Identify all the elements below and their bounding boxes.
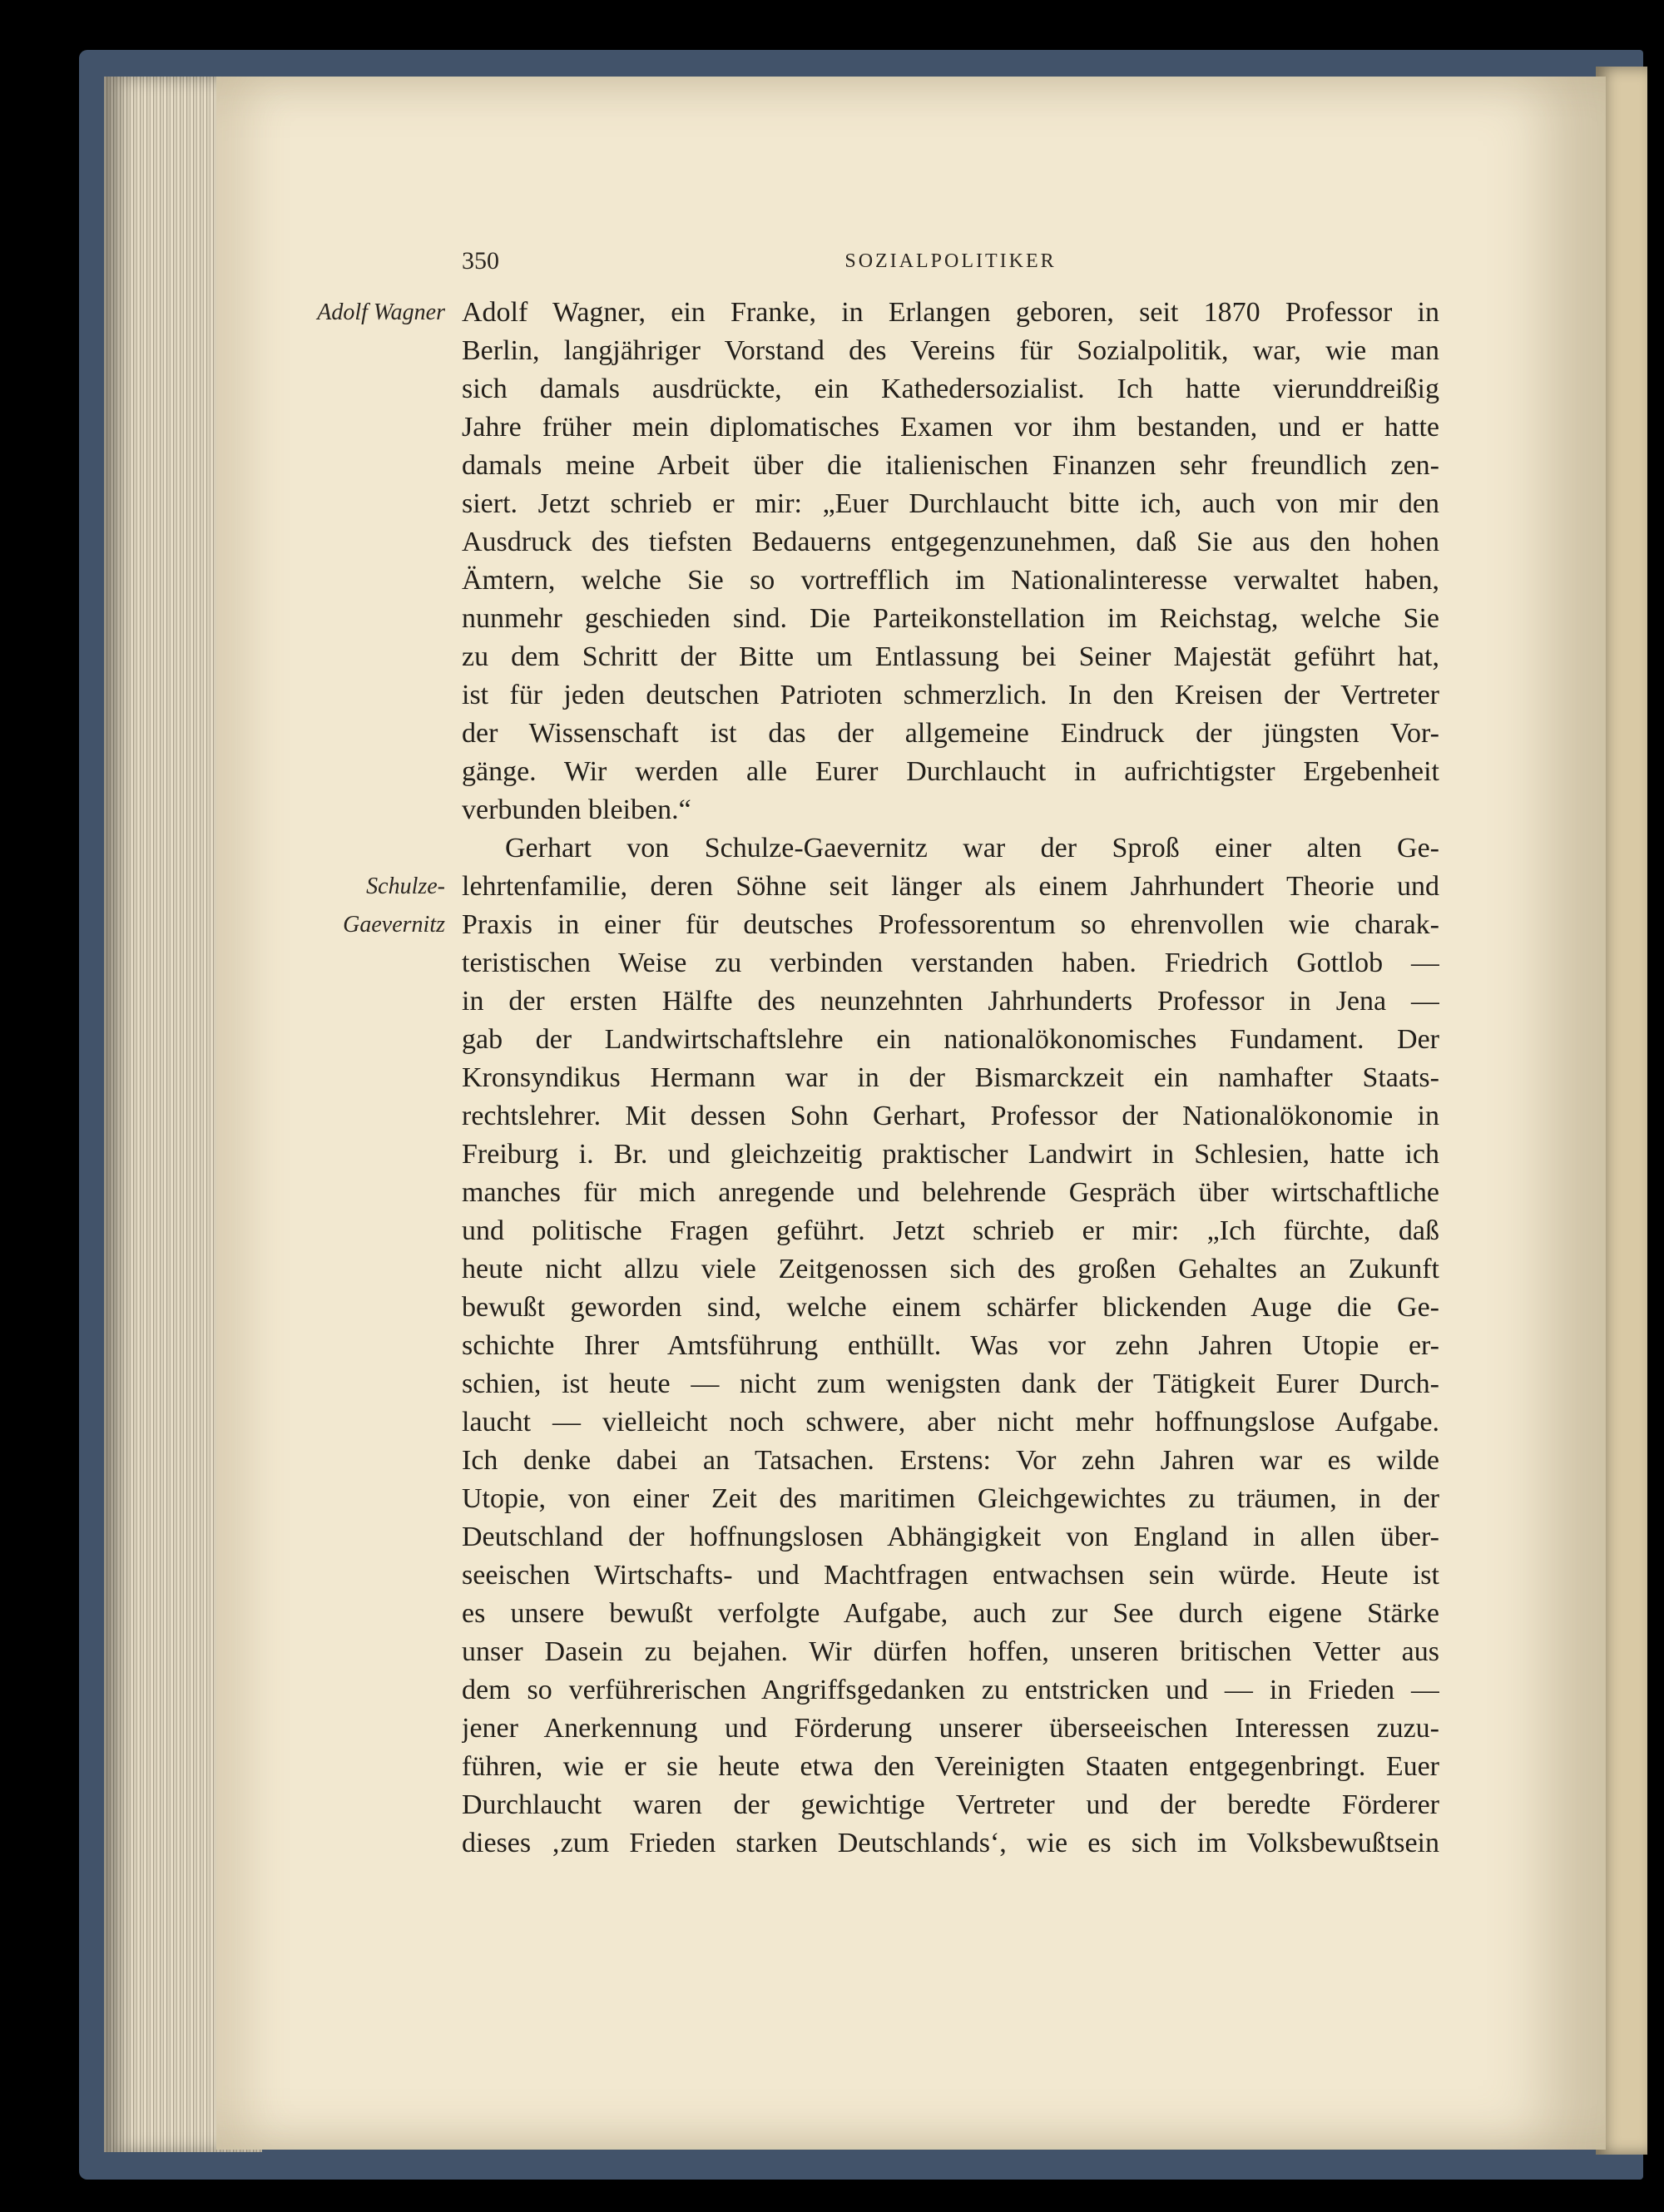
running-title: SOZIALPOLITIKER (844, 250, 1057, 272)
margin-note-wagner: Adolf Wagner (317, 299, 445, 325)
text-line: Freiburg i. Br. und gleichzeitig praktischer Landwirt in Schlesien, hatte ich (462, 1139, 1439, 1170)
text-line: gab der Landwirtschaftslehre ein nationalökonomisches Fundament. Der (462, 1024, 1439, 1055)
text-line: Deutschland der hoffnungslosen Abhängigkeit von England in allen über- (462, 1522, 1439, 1552)
text-line: schichte Ihrer Amtsführung enthüllt. Was vor zehn Jahren Utopie er- (462, 1330, 1439, 1361)
margin-note-schulze-2: Gaevernitz (343, 912, 445, 938)
text-line: sich damals ausdrückte, ein Kathedersozialist. Ich hatte vierunddreißig (462, 374, 1439, 404)
text-line: Kronsyndikus Hermann war in der Bismarckzeit ein namhafter Staats- (462, 1062, 1439, 1093)
text-line: Utopie, von einer Zeit des maritimen Gleichgewichtes zu träumen, in der (462, 1483, 1439, 1514)
text-line: in der ersten Hälfte des neunzehnten Jahrhunderts Professor in Jena — (462, 986, 1439, 1017)
text-line: dem so verführerischen Angriffsgedanken zu entstricken und — in Frieden — (462, 1675, 1439, 1705)
text-line: unser Dasein zu bejahen. Wir dürfen hoffen, unseren britischen Vetter aus (462, 1636, 1439, 1667)
text-line: Ich denke dabei an Tatsachen. Erstens: Vor zehn Jahren war es wilde (462, 1445, 1439, 1476)
text-line: es unsere bewußt verfolgte Aufgabe, auch zur See durch eigene Stärke (462, 1598, 1439, 1629)
text-line: laucht — vielleicht noch schwere, aber nicht mehr hoffnungslose Aufgabe. (462, 1407, 1439, 1438)
body-text (462, 294, 1439, 1863)
text-line: seeischen Wirtschafts- und Machtfragen entwachsen sein würde. Heute ist (462, 1560, 1439, 1591)
text-line: zu dem Schritt der Bitte um Entlassung bei Seiner Majestät geführt hat, (462, 641, 1439, 672)
text-line: teristischen Weise zu verbinden verstanden haben. Friedrich Gottlob — (462, 948, 1439, 978)
text-line: Adolf Wagner, ein Franke, in Erlangen geboren, seit 1870 Professor in (462, 297, 1439, 328)
text-line: dieses ‚zum Frieden starken Deutschlands‘, wie es sich im Volksbewußtsein (462, 1828, 1439, 1858)
text-line: gänge. Wir werden alle Eurer Durchlaucht in aufrichtigster Ergebenheit (462, 756, 1439, 787)
text-line: heute nicht allzu viele Zeitgenossen sich des großen Gehaltes an Zukunft (462, 1254, 1439, 1284)
text-line: Berlin, langjähriger Vorstand des Vereins für Sozialpolitik, war, wie man (462, 335, 1439, 366)
text-line: Ausdruck des tiefsten Bedauerns entgegenzunehmen, daß Sie aus den hohen (462, 527, 1439, 557)
text-line: Ämtern, welche Sie so vortrefflich im Nationalinteresse verwaltet haben, (462, 565, 1439, 596)
text-line: rechtslehrer. Mit dessen Sohn Gerhart, Professor der Nationalökonomie in (462, 1101, 1439, 1131)
margin-note-schulze-1: Schulze- (366, 873, 445, 899)
text-line: bewußt geworden sind, welche einem schärfer blickenden Auge die Ge- (462, 1292, 1439, 1323)
text-line: ist für jeden deutschen Patrioten schmerzlich. In den Kreisen der Vertreter (462, 680, 1439, 710)
text-line: Durchlaucht waren der gewichtige Vertreter und der beredte Förderer (462, 1789, 1439, 1820)
text-line: damals meine Arbeit über die italienischen Finanzen sehr freundlich zen- (462, 450, 1439, 481)
text-line: führen, wie er sie heute etwa den Vereinigten Staaten entgegenbringt. Euer (462, 1751, 1439, 1782)
text-line: lehrtenfamilie, deren Söhne seit länger als einem Jahrhundert Theorie und (462, 871, 1439, 902)
text-line: Jahre früher mein diplomatisches Examen vor ihm bestanden, und er hatte (462, 412, 1439, 443)
text-line: schien, ist heute — nicht zum wenigsten dank der Tätigkeit Eurer Durch- (462, 1368, 1439, 1399)
text-line: siert. Jetzt schrieb er mir: „Euer Durchlaucht bitte ich, auch von mir den (462, 488, 1439, 519)
page-number: 350 (462, 247, 499, 275)
text-line: manches für mich anregende und belehrende Gespräch über wirtschaftliche (462, 1177, 1439, 1208)
text-line: jener Anerkennung und Förderung unserer überseeischen Interessen zuzu- (462, 1713, 1439, 1744)
text-line: verbunden bleiben.“ (462, 794, 691, 825)
text-line: Gerhart von Schulze-Gaevernitz war der Sproß einer alten Ge- (505, 833, 1439, 864)
text-line: der Wissenschaft ist das der allgemeine Eindruck der jüngsten Vor- (462, 718, 1439, 749)
text-line: Praxis in einer für deutsches Professorentum so ehrenvollen wie charak- (462, 909, 1439, 940)
text-line: und politische Fragen geführt. Jetzt schrieb er mir: „Ich fürchte, daß (462, 1215, 1439, 1246)
text-line: nunmehr geschieden sind. Die Parteikonstellation im Reichstag, welche Sie (462, 603, 1439, 634)
